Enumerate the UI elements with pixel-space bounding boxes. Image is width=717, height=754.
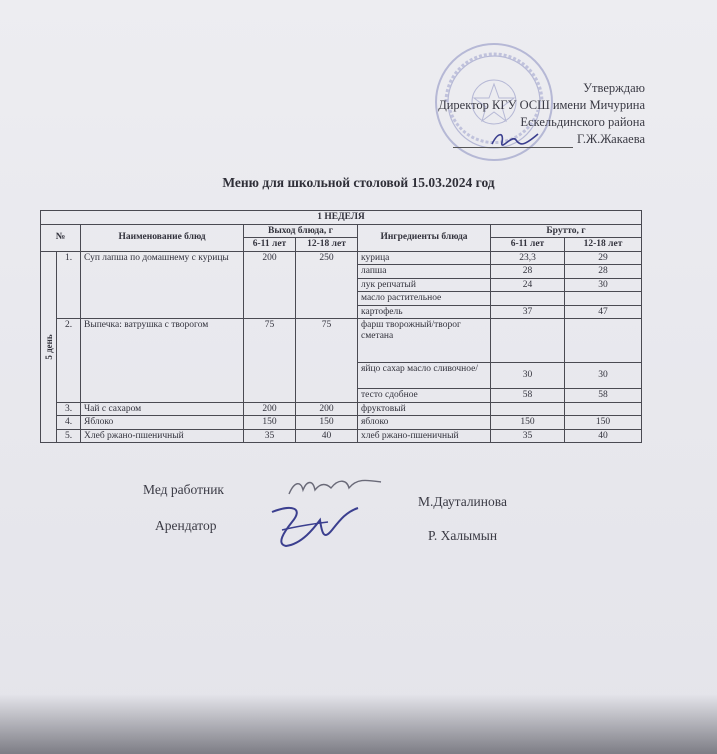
renter-label: Арендатор xyxy=(155,518,217,533)
menu-table xyxy=(40,210,642,443)
col-yield-header: Выход блюда, г xyxy=(244,224,358,238)
ingredient-name: картофель xyxy=(358,305,491,319)
ingredient-gross-age1: 23,3 xyxy=(491,251,565,265)
dish-yield-age2: 40 xyxy=(296,429,358,443)
dish-num: 4. xyxy=(57,416,81,430)
approval-line-4 xyxy=(438,131,645,148)
ingredient-gross-age2 xyxy=(565,402,642,416)
ingredient-name: масло растительное xyxy=(358,292,491,306)
ingredient-gross-age1: 28 xyxy=(491,265,565,279)
approval-line-3: Ескельдинского района xyxy=(520,115,645,129)
ingredient-name: тесто сдобное xyxy=(358,389,491,403)
ingredient-name: яблоко xyxy=(358,416,491,430)
approval-line-2: Директор КГУ ОСШ имени Мичурина xyxy=(438,98,645,112)
ingredient-gross-age2: 29 xyxy=(565,251,642,265)
ingredient-gross-age2: 30 xyxy=(565,278,642,292)
ingredient-gross-age2: 30 xyxy=(565,363,642,389)
approval-director-name: Г.Ж.Жакаева xyxy=(577,132,645,146)
ingredient-gross-age2: 28 xyxy=(565,265,642,279)
ingredient-gross-age1 xyxy=(491,319,565,363)
ingredient-gross-age2: 58 xyxy=(565,389,642,403)
gross-age2-header: 12-18 лет xyxy=(565,238,642,252)
ingredient-gross-age2 xyxy=(565,319,642,363)
ingredient-gross-age2: 40 xyxy=(565,429,642,443)
dish-yield-age1: 35 xyxy=(244,429,296,443)
dish-name: Суп лапша по домашнему с курицы xyxy=(81,251,244,319)
renter-signature-icon xyxy=(262,500,362,556)
day-label: 5 день xyxy=(43,334,54,360)
ingredient-name: фарш творожный/творог сметана xyxy=(358,319,491,363)
ingredient-gross-age2: 150 xyxy=(565,416,642,430)
table-row xyxy=(41,416,642,430)
ingredient-gross-age1: 30 xyxy=(491,363,565,389)
approval-line-1: Утверждаю xyxy=(583,81,645,95)
dish-name: Хлеб ржано-пшеничный xyxy=(81,429,244,443)
week-header: 1 НЕДЕЛЯ xyxy=(41,211,642,225)
col-dish-header: Наименование блюд xyxy=(81,224,244,251)
dish-num: 5. xyxy=(57,429,81,443)
dish-yield-age1: 150 xyxy=(244,416,296,430)
dish-yield-age1: 200 xyxy=(244,251,296,319)
ingredient-name: лапша xyxy=(358,265,491,279)
dish-num: 3. xyxy=(57,402,81,416)
dish-yield-age2: 150 xyxy=(296,416,358,430)
ingredient-name: фруктовый xyxy=(358,402,491,416)
med-worker-label: Мед работник xyxy=(143,482,224,497)
ingredient-name: яйцо сахар масло сливочное/ xyxy=(358,363,491,389)
table-row xyxy=(41,251,642,265)
dish-name: Выпечка: ватрушка с творогом xyxy=(81,319,244,403)
ingredient-gross-age1: 35 xyxy=(491,429,565,443)
dish-yield-age2: 75 xyxy=(296,319,358,403)
ingredient-gross-age1: 150 xyxy=(491,416,565,430)
col-gross-header: Брутто, г xyxy=(491,224,642,238)
ingredient-name: курица xyxy=(358,251,491,265)
yield-age2-header: 12-18 лет xyxy=(296,238,358,252)
approval-block xyxy=(438,80,645,148)
col-num-header: № xyxy=(41,224,81,251)
gross-age1-header: 6-11 лет xyxy=(491,238,565,252)
dish-num: 1. xyxy=(57,251,81,319)
ingredient-gross-age1 xyxy=(491,402,565,416)
dish-yield-age2: 250 xyxy=(296,251,358,319)
day-cell xyxy=(41,251,57,443)
table-row xyxy=(41,402,642,416)
dish-num: 2. xyxy=(57,319,81,403)
document-title: Меню для школьной столовой 15.03.2024 год xyxy=(222,175,495,190)
med-worker-signature-icon xyxy=(285,474,385,500)
bottom-shadow xyxy=(0,694,717,754)
table-row xyxy=(41,319,642,363)
dish-yield-age2: 200 xyxy=(296,402,358,416)
dish-yield-age1: 200 xyxy=(244,402,296,416)
ingredient-name: хлеб ржано-пшеничный xyxy=(358,429,491,443)
dish-name: Чай с сахаром xyxy=(81,402,244,416)
col-ingredients-header: Ингредиенты блюда xyxy=(358,224,491,251)
table-row xyxy=(41,429,642,443)
director-signature-icon xyxy=(490,128,540,150)
ingredient-gross-age2: 47 xyxy=(565,305,642,319)
ingredient-gross-age1: 24 xyxy=(491,278,565,292)
ingredient-gross-age1: 37 xyxy=(491,305,565,319)
renter-name: Р. Халымын xyxy=(428,528,498,543)
week-row xyxy=(41,211,642,225)
ingredient-gross-age1 xyxy=(491,292,565,306)
dish-yield-age1: 75 xyxy=(244,319,296,403)
med-worker-name: М.Дауталинова xyxy=(418,494,507,509)
ingredient-gross-age2 xyxy=(565,292,642,306)
dish-name: Яблоко xyxy=(81,416,244,430)
yield-age1-header: 6-11 лет xyxy=(244,238,296,252)
ingredient-gross-age1: 58 xyxy=(491,389,565,403)
header-row-1 xyxy=(41,224,642,238)
ingredient-name: лук репчатый xyxy=(358,278,491,292)
